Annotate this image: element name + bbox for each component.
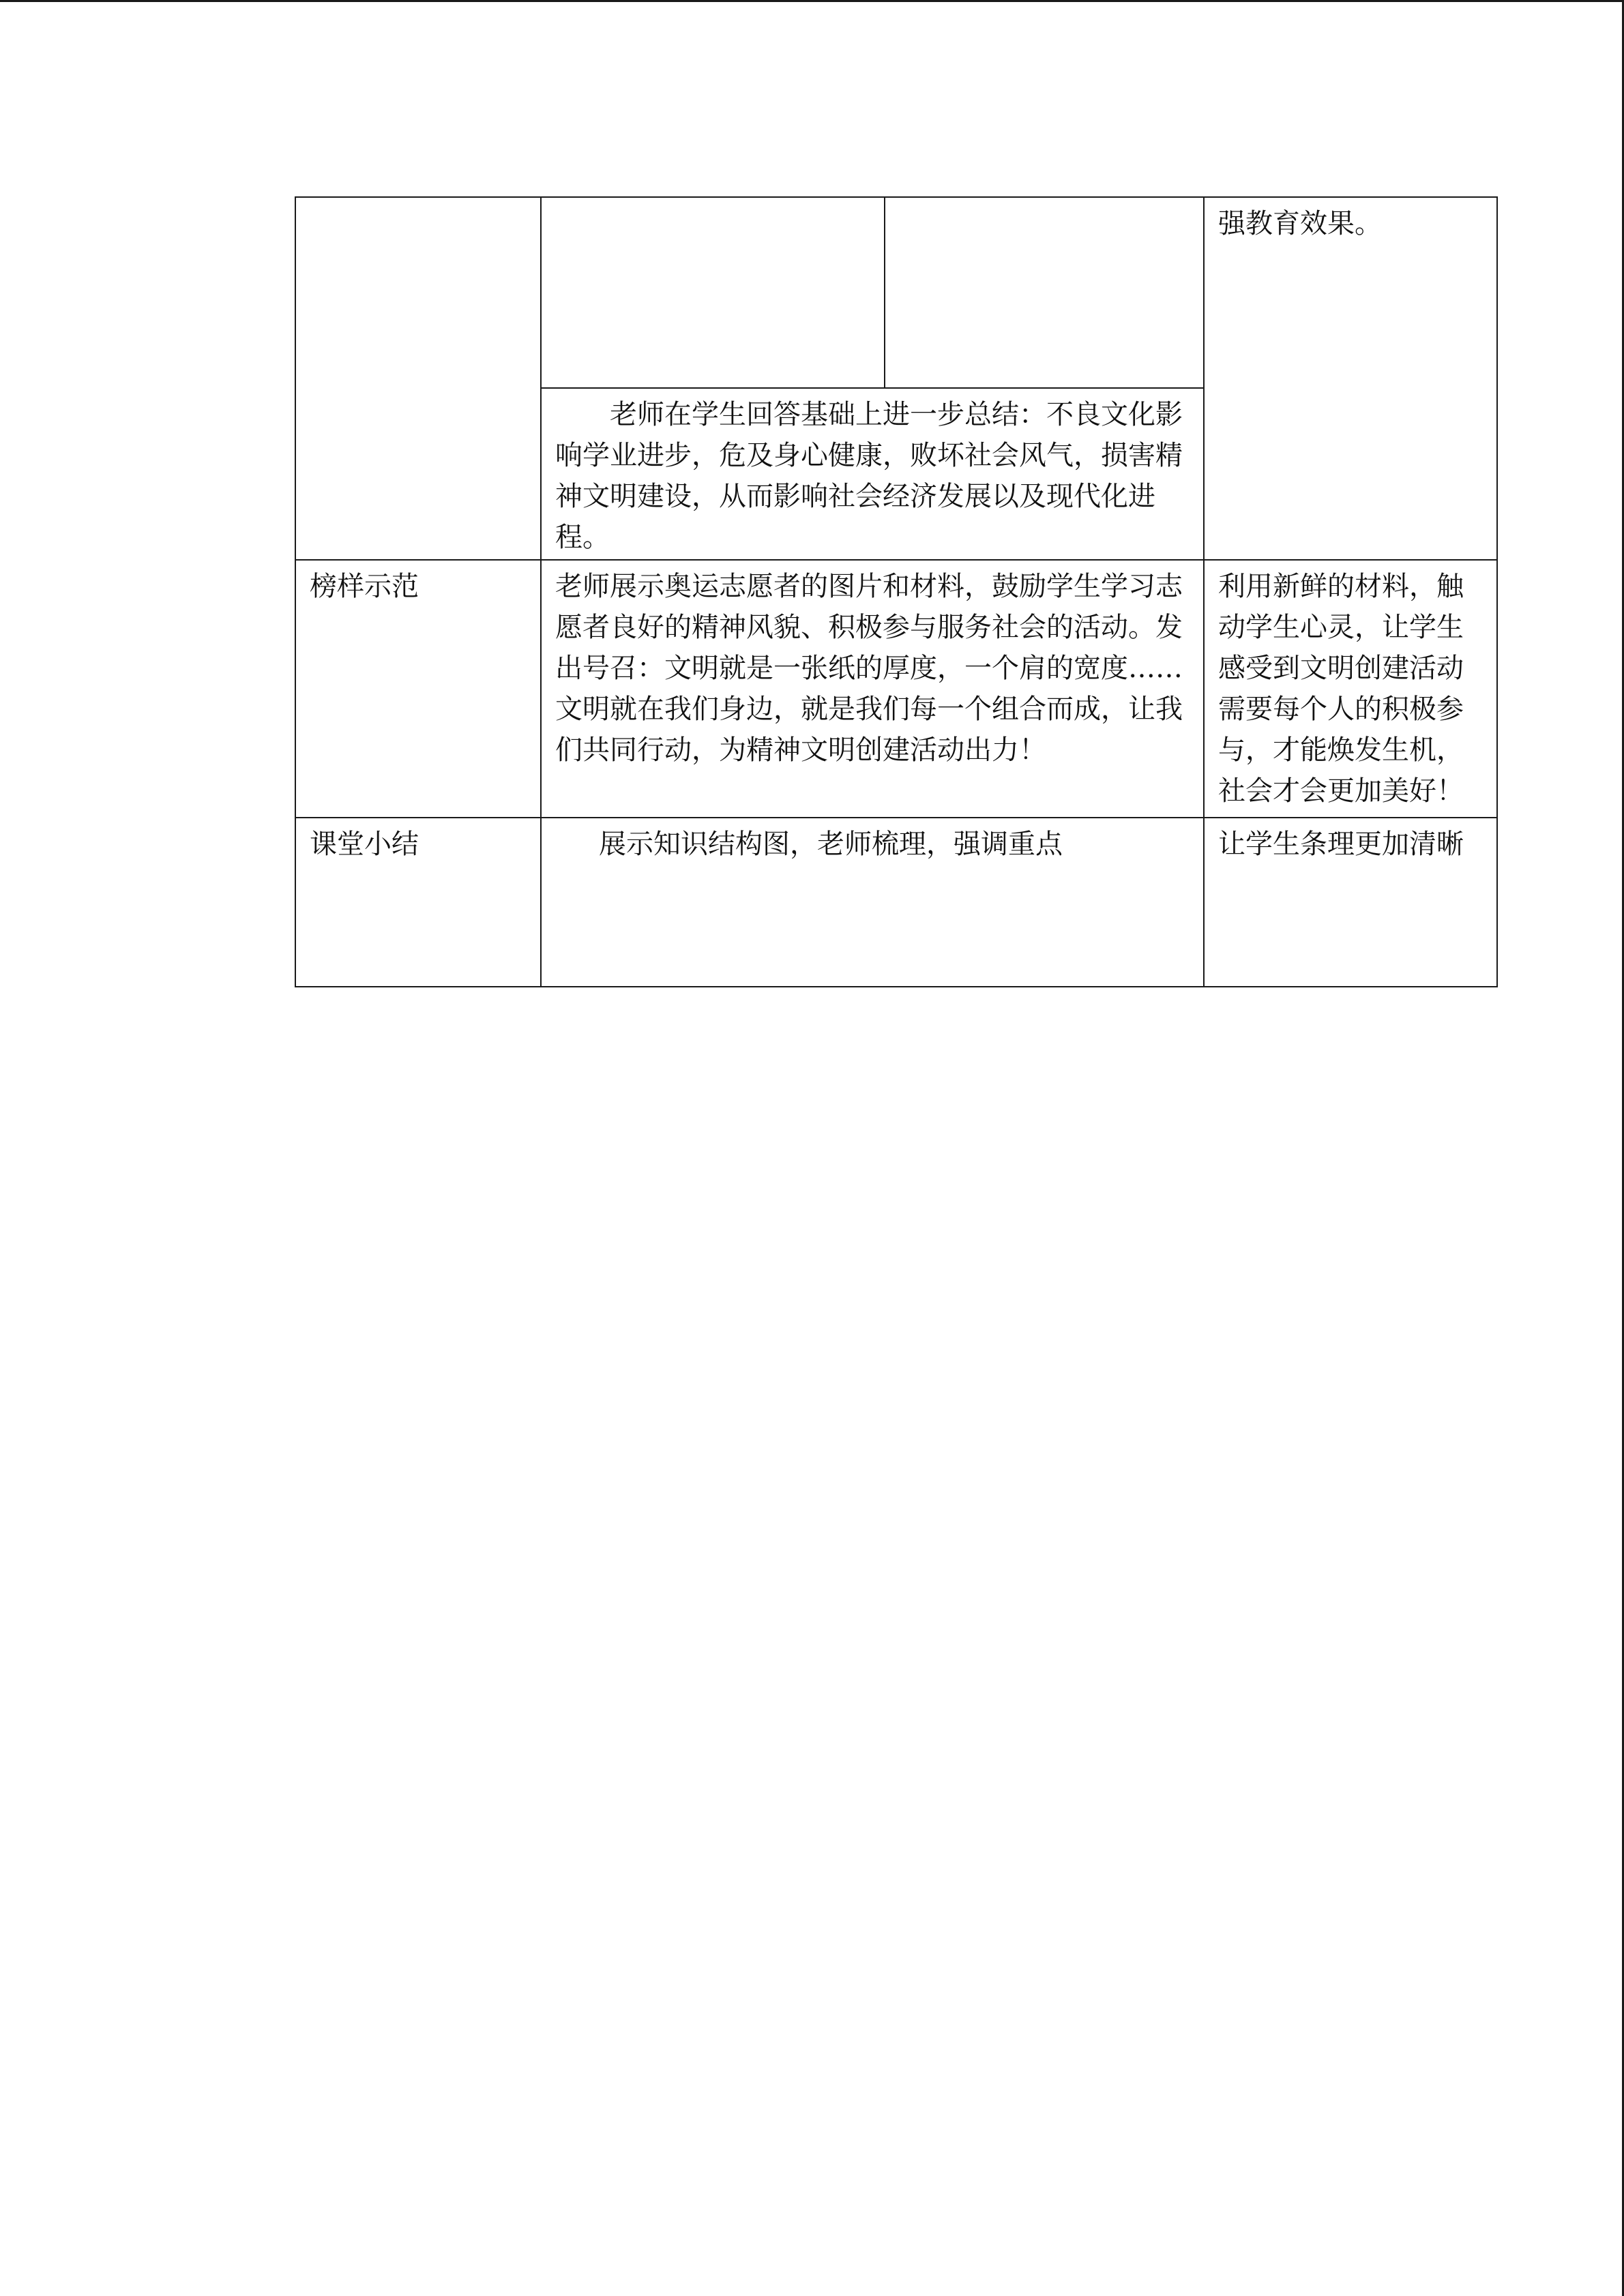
table-rule-col2 xyxy=(1203,196,1205,987)
row1-objective-cell xyxy=(1203,196,1498,559)
row3-objective-text: 让学生条理更加清晰 xyxy=(1218,829,1464,860)
row3-stage-label: 课堂小结 xyxy=(310,829,419,860)
row2-objective-text: 利用新鲜的材料，触动学生心灵，让学生感受到文明创建活动需要每个人的积极参与，才能焕发生机，社会才会更加美好！ xyxy=(1218,571,1464,807)
row2-activity-text: 老师展示奥运志愿者的图片和材料，鼓励学生学习志愿者良好的精神风貌、积极参与服务社会的活动。发出号召：文明就是一张纸的厚度，一个肩的宽度……文明就在我们身边，就是我们每一个组合而成，让我们共同行动，为精神文明创建活动出力！ xyxy=(555,571,1183,766)
row2-objective-cell xyxy=(1203,559,1498,817)
lesson-plan-table xyxy=(295,196,1498,987)
row3-objective-cell xyxy=(1203,817,1498,987)
row1-summary-cell xyxy=(540,387,1203,559)
table-rule-row3 xyxy=(295,817,1498,818)
table-rule-col1 xyxy=(540,196,542,987)
table-border-right xyxy=(1496,196,1498,987)
table-border-bottom xyxy=(295,986,1498,987)
row1-stage-cell xyxy=(295,196,540,559)
table-rule-row1-split xyxy=(540,387,1203,389)
row1-summary-text: 老师在学生回答基础上进一步总结：不良文化影响学业进步，危及身心健康，败坏社会风气，损害精神文明建设，从而影响社会经济发展以及现代化进程。 xyxy=(555,399,1183,553)
row3-activity-cell xyxy=(540,817,1203,987)
row3-stage-cell xyxy=(295,817,540,987)
table-rule-row2 xyxy=(295,559,1498,561)
row2-activity-cell xyxy=(540,559,1203,817)
table-border-left xyxy=(295,196,296,987)
row3-activity-text: 展示知识结构图，老师梳理，强调重点 xyxy=(599,829,1063,860)
table-border-top xyxy=(295,196,1498,198)
row1-objective-text: 强教育效果。 xyxy=(1218,208,1382,239)
row1-activity-empty-cell-b xyxy=(884,196,1203,387)
row2-stage-label: 榜样示范 xyxy=(310,571,419,602)
row2-stage-cell xyxy=(295,559,540,817)
table-rule-row1-inner-col xyxy=(884,196,885,387)
page-top-border xyxy=(0,0,1624,2)
row1-activity-empty-cell-a xyxy=(540,196,884,387)
